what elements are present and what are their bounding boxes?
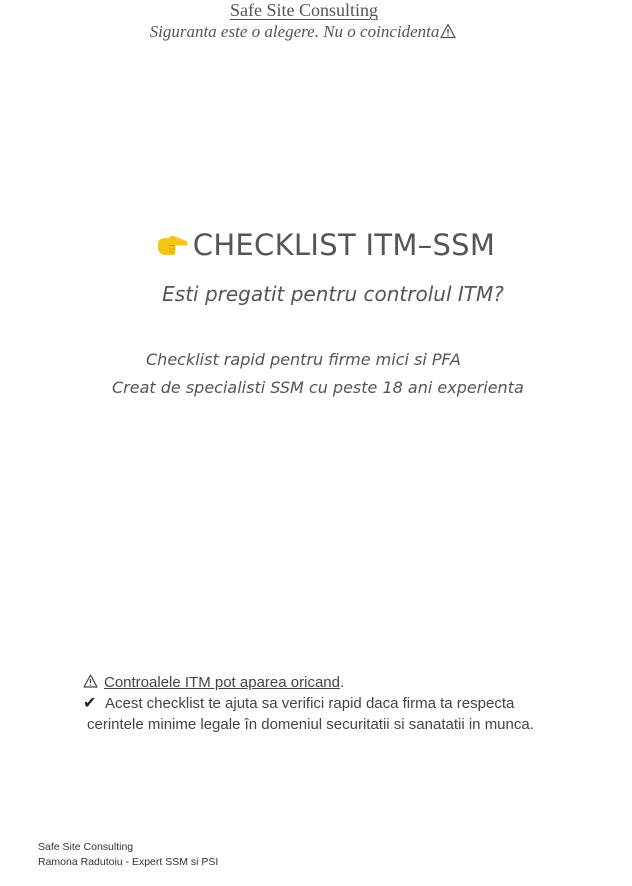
warning-triangle-icon	[440, 23, 456, 39]
notice-warning-line	[83, 672, 534, 693]
page-subtitle: Esti pregatit pentru controlul ITM?	[162, 282, 504, 306]
page-title-text: CHECKLIST ITM–SSM	[192, 228, 496, 262]
itm-controls-link[interactable]: Controalele ITM pot aparea oricand	[104, 674, 340, 691]
footer-company: Safe Site Consulting	[38, 841, 134, 853]
notice-check-line-2: cerintele minime legale în domeniul securitatii si sanatatii in munca.	[87, 716, 534, 733]
header-tagline	[0, 22, 606, 42]
notice-warning-suffix: .	[339, 674, 345, 691]
footer-author: Ramona Radutoiu - Expert SSM si PSI	[38, 856, 219, 868]
footer	[38, 840, 218, 870]
description-line-2: Creat de specialisti SSM cu peste 18 ani experienta	[112, 378, 524, 397]
description-line-1: Checklist rapid pentru firme mici si PFA	[146, 350, 461, 369]
page-title	[0, 228, 632, 262]
header-title[interactable]: Safe Site Consulting	[230, 0, 378, 20]
check-mark-icon: ✔	[83, 695, 97, 712]
header-tagline-text: Siguranta este o alegere. Nu o coincidenta	[149, 22, 440, 41]
notice-check-text-1: Acest checklist te ajuta sa verifici rapid daca firma ta respecta	[105, 695, 515, 712]
warning-triangle-icon	[83, 674, 98, 688]
notice-block	[83, 672, 534, 735]
notice-check-line-1	[83, 693, 534, 714]
pointing-hand-icon	[155, 232, 189, 258]
